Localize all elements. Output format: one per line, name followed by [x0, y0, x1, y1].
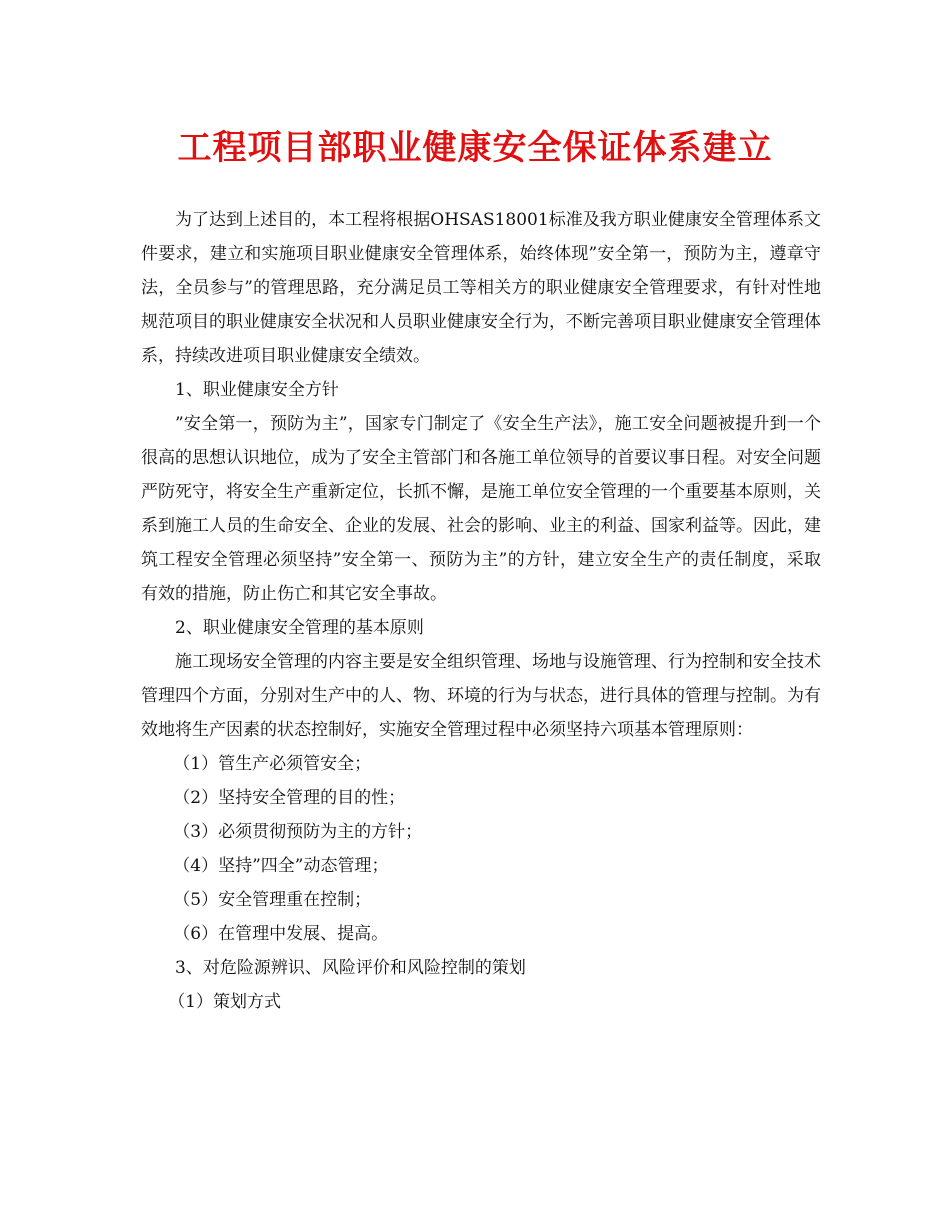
principle-item: （2）坚持安全管理的目的性；: [173, 788, 406, 808]
principle-item: （1）管生产必须管安全；: [173, 754, 372, 774]
section-1-heading: 1、职业健康安全方针: [175, 380, 339, 400]
section-2-heading: 2、职业健康安全管理的基本原则: [175, 618, 424, 638]
intro-paragraph: 为了达到上述目的，本工程将根据OHSAS18001标准及我方职业健康安全管理体系文件要求，建立和实施项目职业健康安全管理体系，始终体现”安全第一，预防为主，遵章守法，全员参与”的管理思路，充分满足员工等相关方的职业健康安全管理要求，有针对性地规范项目的职业健康安全状况和人员职业健康安全行为，不断完善项目职业健康安全管理体系，持续改进项目职业健康安全绩效。: [141, 210, 821, 366]
principle-item: （3）必须贯彻预防为主的方针；: [173, 822, 423, 842]
section-1-paragraph: ”安全第一，预防为主”，国家专门制定了《安全生产法》，施工安全问题被提升到一个很高的思想认识地位，成为了安全主管部门和各施工单位领导的首要议事日程。对安全问题严防死守，将安全生产重新定位，长抓不懈，是施工单位安全管理的一个重要基本原则，关系到施工人员的生命安全、企业的发展、社会的影响、业主的利益、国家利益等。因此，建筑工程安全管理必须坚持”安全第一、预防为主”的方针，建立安全生产的责任制度，采取有效的措施，防止伤亡和其它安全事故。: [141, 414, 821, 604]
principle-item: （4）坚持”四全”动态管理；: [173, 856, 389, 876]
principle-item: （5）安全管理重在控制；: [173, 890, 372, 910]
principle-item: （6）在管理中发展、提高。: [173, 924, 389, 944]
document-body: [141, 203, 821, 1019]
section-3-subheading: （1）策划方式: [168, 992, 282, 1012]
section-2-paragraph: 施工现场安全管理的内容主要是安全组织管理、场地与设施管理、行为控制和安全技术管理四个方面，分别对生产中的人、物、环境的行为与状态，进行具体的管理与控制。为有效地将生产因素的状态控制好，实施安全管理过程中必须坚持六项基本管理原则：: [141, 652, 821, 740]
document-title: 工程项目部职业健康安全保证体系建立: [177, 128, 773, 168]
section-3-heading: 3、对危险源辨识、风险评价和风险控制的策划: [175, 958, 526, 978]
